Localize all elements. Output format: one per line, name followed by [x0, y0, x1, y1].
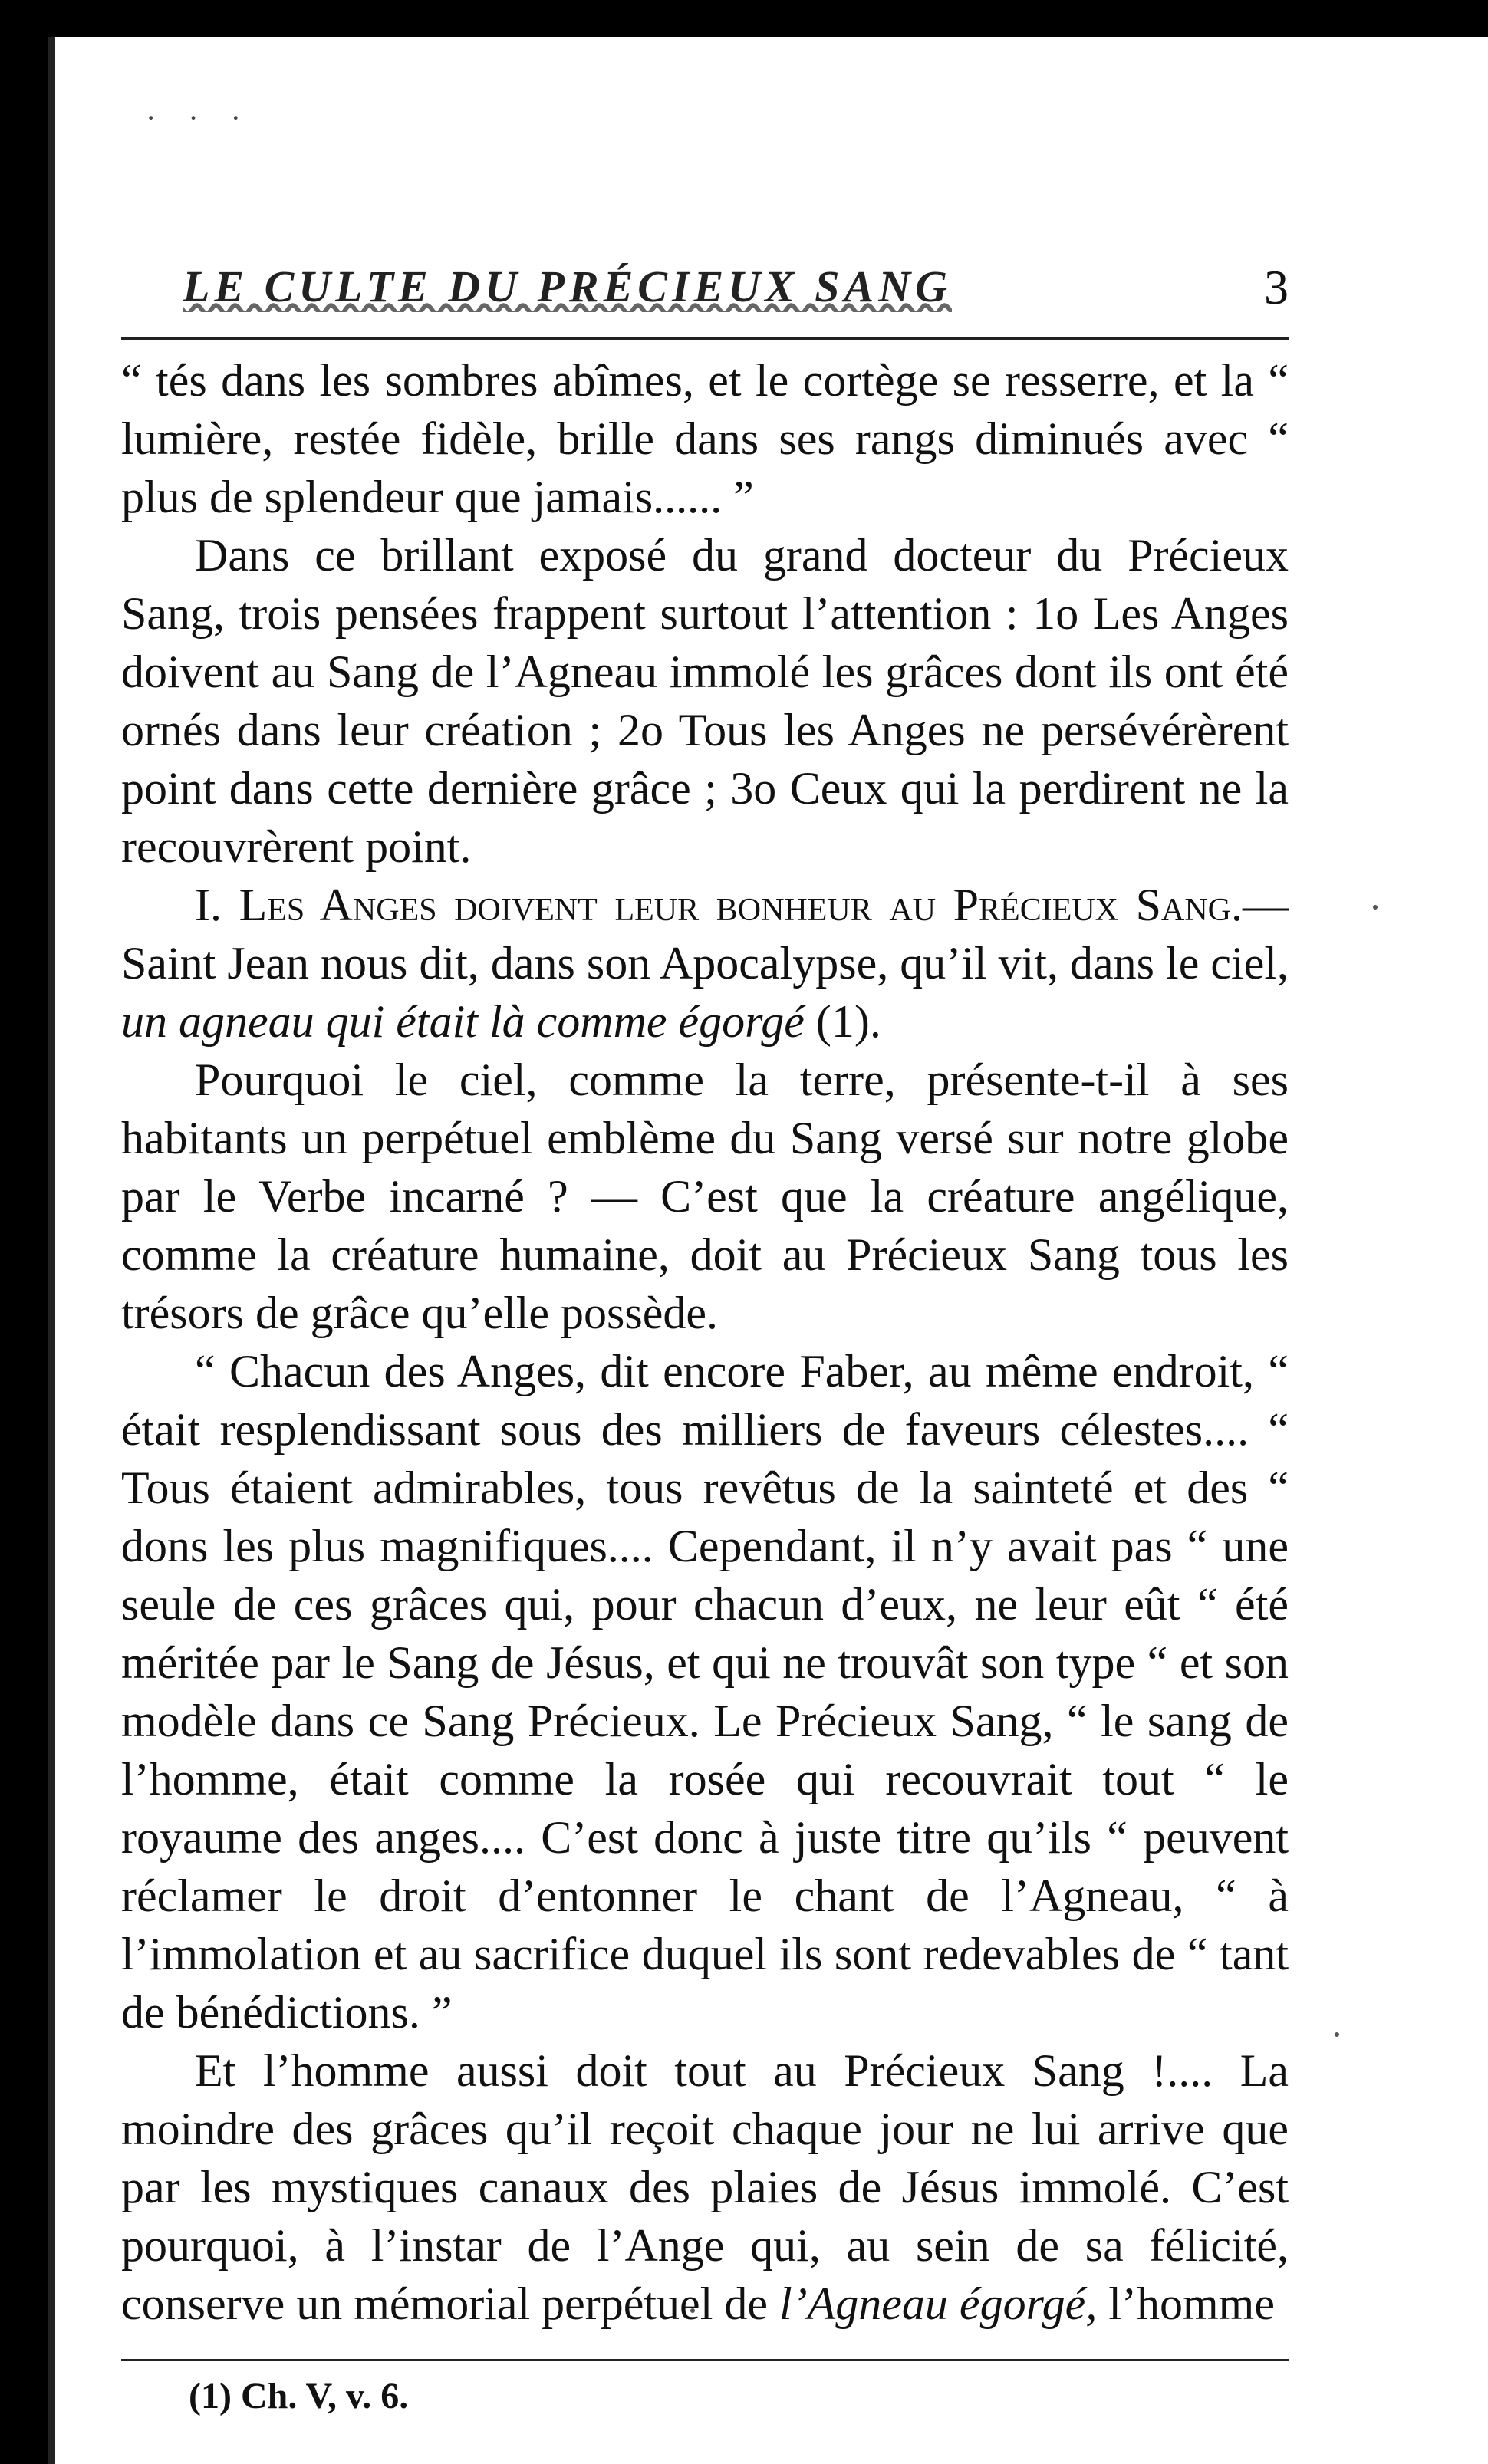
footnote: (1) Ch. V, v. 6. [189, 2376, 409, 2416]
paragraph-man [121, 2041, 1289, 2333]
scan-speck [1373, 905, 1378, 910]
paragraph-section-one [121, 876, 1289, 1051]
header-rule [121, 337, 1289, 340]
section-italic-quote: un agneau qui était là comme égorgé [121, 996, 805, 1047]
paragraph-man-text: Et l’homme aussi doit tout au Précieux Sang !.... La moindre des grâces qu’il reçoit chaque jour ne lui arrive que par les mystiques canaux des plaies de Jésus immolé. C’est pourquoi, à l’instar de l’Ange qui, au sein de sa félicité, conserve un mémorial perpétuel de [121, 2045, 1289, 2329]
paragraph-man-italic: l’Agneau égorgé, [779, 2278, 1098, 2329]
footnote-rule [121, 2359, 1289, 2361]
running-head: LE CULTE DU PRÉCIEUX SANG [183, 262, 952, 311]
paragraph-heaven: Pourquoi le ciel, comme la terre, présente-t-il à ses habitants un perpétuel emblème du Sang versé sur notre globe par le Verbe incarné ? — C’est que la créature angélique, comme la créature humaine, doit au Précieux Sang tous les trésors de grâce qu’elle possède. [121, 1054, 1289, 1338]
section-text: —Saint Jean nous dit, dans son Apocalypse, qu’il vit, dans le ciel, [121, 880, 1289, 989]
footnote-ref: (1). [815, 996, 881, 1047]
paragraph-man-end: l’homme [1108, 2278, 1275, 2329]
paragraph-faber-quote: “ Chacun des Anges, dit encore Faber, au même endroit, “ était resplendissant sous des milliers de faveurs célestes.... “ Tous étaient admirables, tous revêtus de la sainteté et des “ dons les plus magnifiques.... Cependant, il n’y avait pas “ une seule de ces grâces qui, pour chacun d’eux, ne leur eût “ été méritée par le Sang de Jésus, et qui ne trouvât son type “ et son modèle dans ce Sang Précieux. Le Précieux Sang, “ le sang de l’homme, était comme la rosée qui recouvrait tout “ le royaume des anges.... C’est donc à juste titre qu’ils “ peuvent réclamer le droit d’entonner le chant de l’Agneau, “ à l’immolation et au sacrifice duquel ils sont redevables de “ tant de bénédictions. ” [121, 1346, 1289, 2038]
paragraph-summary: Dans ce brillant exposé du grand docteur du Précieux Sang, trois pensées frappent surtout l’attention : 1o Les Anges doivent au Sang de l’Agneau immolé les grâces dont ils ont été ornés dans leur création ; 2o Tous les Anges ne persévérèrent point dans cette dernière grâce ; 3o Ceux qui la perdirent ne la recouvrèrent point. [121, 530, 1289, 872]
page-header [121, 245, 1289, 337]
book-page [121, 245, 1289, 2417]
scan-border-left-inner [48, 37, 55, 2464]
scan-border-top [0, 0, 1488, 37]
scan-speck [1335, 2032, 1339, 2037]
scan-specks: · · · [146, 100, 253, 135]
section-number: I. [195, 880, 222, 930]
body-text [121, 351, 1289, 2333]
section-heading: Les Anges doivent leur bonheur au Précieux Sang. [239, 880, 1243, 930]
page-number: 3 [1264, 260, 1289, 314]
paragraph-quote-end: “ tés dans les sombres abîmes, et le cortège se resserre, et la “ lumière, restée fidèle, brille dans ses rangs diminués avec “ plus de splendeur que jamais...... ” [121, 355, 1289, 522]
scan-border-left [0, 0, 48, 2464]
